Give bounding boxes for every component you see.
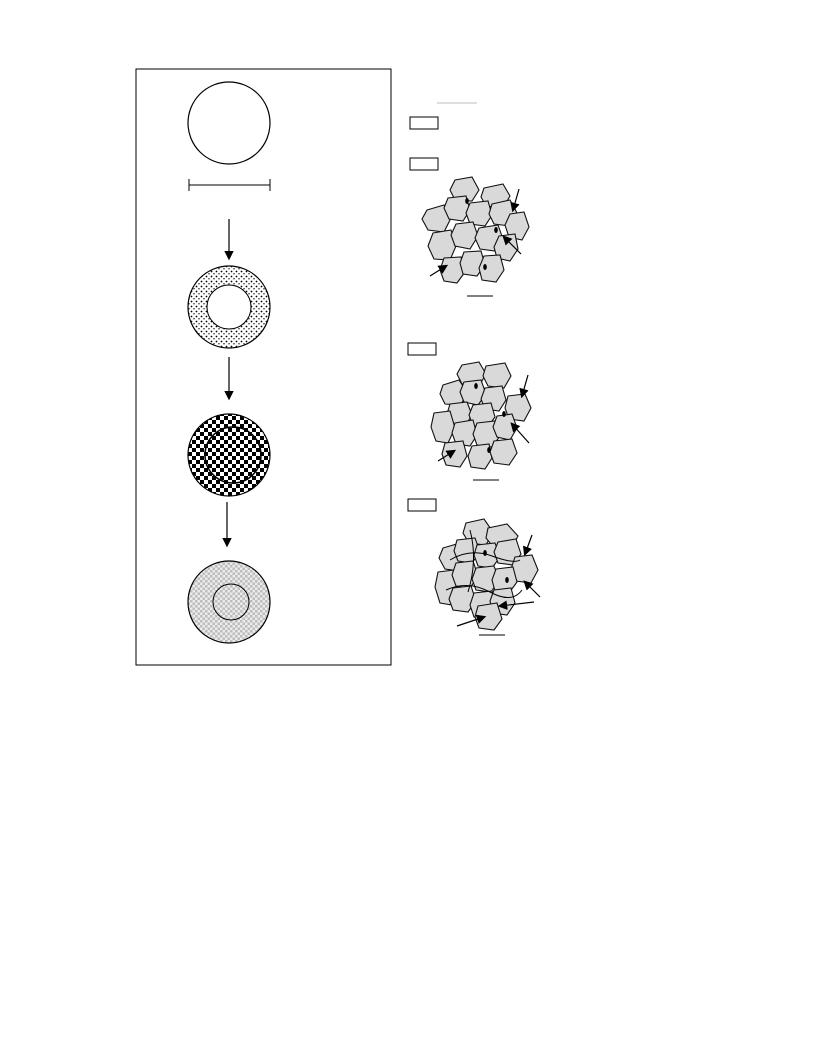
stage-2-ring [188, 266, 270, 348]
cell-cluster-1 [422, 177, 529, 296]
stage-3-checkered [188, 414, 270, 496]
cell-cluster-3 [435, 519, 540, 635]
stage-1-circle [188, 82, 270, 164]
stage-4-grid [188, 561, 270, 643]
cell-cluster-2 [431, 362, 531, 480]
label-box-3 [408, 343, 436, 355]
stage-1-scale-bar [189, 179, 270, 191]
left-panel-frame [136, 69, 391, 665]
label-box-1 [410, 117, 438, 129]
label-box-4 [408, 499, 436, 511]
label-box-2 [410, 158, 438, 170]
